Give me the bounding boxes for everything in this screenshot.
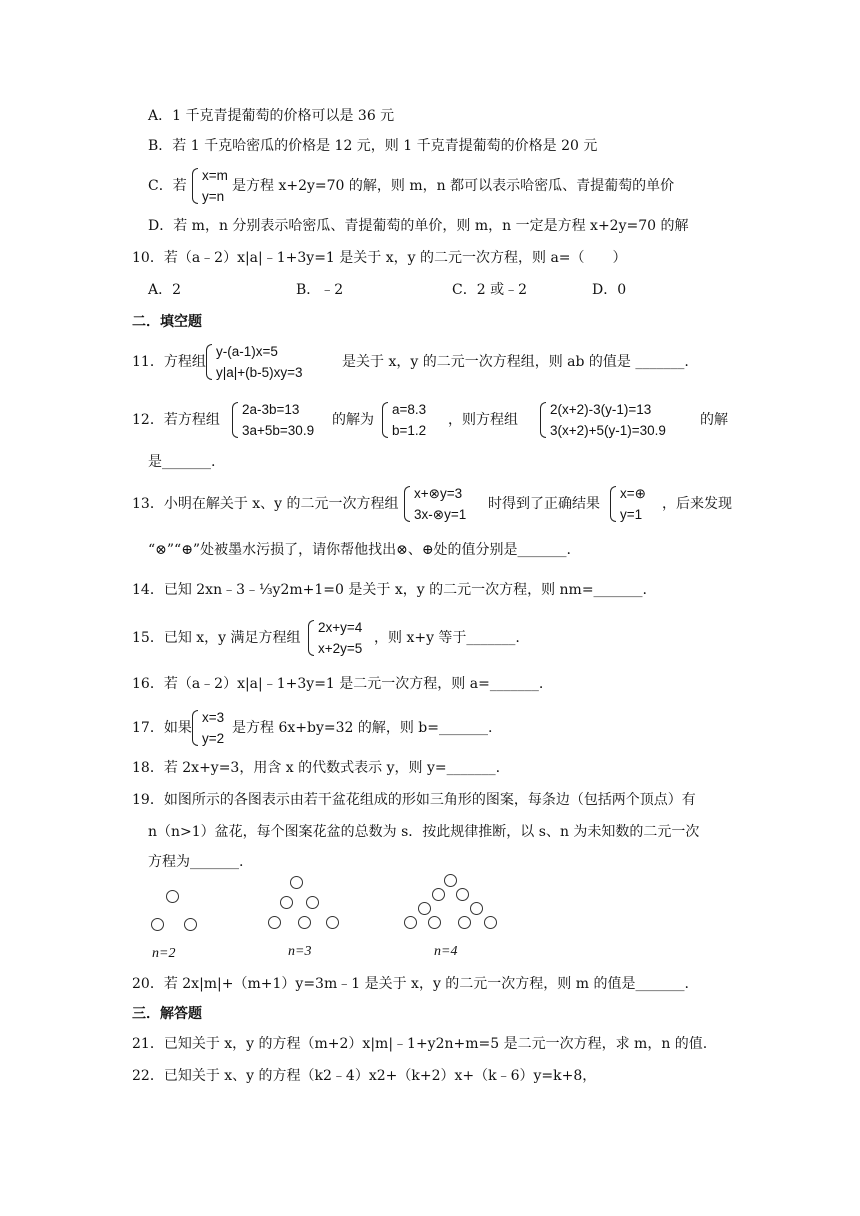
equation: x=3 [202, 710, 225, 725]
flower-pot [432, 888, 445, 901]
q9-option-b: B．若 1 千克哈密瓜的价格是 12 元，则 1 千克青提葡萄的价格是 20 元 [148, 138, 598, 154]
q20: 20．若 2x|m|+（m+1）y=3m﹣1 是关于 x，y 的二元一次方程，则 m 的值是_______. [132, 976, 689, 992]
q9-option-d: D．若 m，n 分别表示哈密瓜、青提葡萄的单价，则 m，n 一定是方程 x+2y=70 的解 [148, 218, 689, 234]
q12-line2: 是_______. [148, 454, 216, 470]
equation: 2a-3b=13 [242, 402, 300, 417]
q11-system [206, 341, 303, 383]
equation: x+2y=5 [318, 641, 363, 656]
q15-suffix: ，则 x+y 等于_______. [374, 630, 520, 646]
q13-system-2 [610, 483, 646, 525]
section-solve: 三．解答题 [132, 1006, 202, 1022]
flower-pot [306, 896, 319, 909]
figure-label-n2: n=2 [152, 946, 176, 961]
q11-suffix: 是关于 x，y 的二元一次方程组，则 ab 的值是 _______. [342, 354, 689, 370]
q10-stem: 10．若（a﹣2）x|a|﹣1+3y=1 是关于 x，y 的二元一次方程，则 a=（ ） [132, 250, 627, 266]
q22: 22．已知关于 x、y 的方程（k2﹣4）x2+（k+2）x+（k﹣6）y=k+8， [132, 1068, 597, 1084]
q19-line2: n（n>1）盆花，每个图案花盆的总数为 s．按此规律推断，以 s、n 为未知数的二元一次 [148, 824, 700, 840]
equation: y=2 [202, 731, 225, 746]
q12-system-3 [540, 399, 666, 441]
flower-pot [268, 916, 281, 929]
equation: x=⊕ [620, 486, 646, 501]
q17-suffix: 是方程 6x+by=32 的解，则 b=_______. [232, 720, 493, 736]
q18: 18．若 2x+y=3，用含 x 的代数式表示 y，则 y=_______. [132, 760, 501, 776]
flower-pot [470, 902, 483, 915]
flower-pot [404, 916, 417, 929]
q9-option-a: A．1 千克青提葡萄的价格可以是 36 元 [148, 108, 395, 124]
q19-line1: 19．如图所示的各图表示由若干盆花组成的形如三角形的图案，每条边（包括两个顶点）有 [132, 792, 696, 808]
flower-pot [280, 896, 293, 909]
q13-suffix: ，后来发现 [662, 496, 732, 512]
q12-system-1 [232, 399, 314, 441]
equation: y=n [202, 189, 225, 204]
equation: y|a|+(b-5)xy=3 [216, 365, 303, 380]
equation: y-(a-1)x=5 [216, 344, 278, 359]
flower-pot [458, 916, 471, 929]
flower-pot [326, 916, 339, 929]
q10-option-c: C．2 或﹣2 [452, 282, 527, 298]
q12-suffix: 的解 [700, 412, 728, 428]
equation: a=8.3 [392, 402, 427, 417]
flower-pot [166, 890, 179, 903]
q21: 21．已知关于 x，y 的方程（m+2）x|m|﹣1+y2n+m=5 是二元一次方程，求 m，n 的值. [132, 1036, 708, 1052]
q19-line3: 方程为_______. [148, 854, 244, 870]
equation: 2(x+2)-3(y-1)=13 [550, 402, 652, 417]
equation: y=1 [620, 507, 643, 522]
q17-prefix: 17．如果 [132, 720, 192, 736]
q15-prefix: 15．已知 x，y 满足方程组 [132, 630, 301, 646]
flower-pot [184, 918, 197, 931]
q16: 16．若（a﹣2）x|a|﹣1+3y=1 是二元一次方程，则 a=_______. [132, 676, 544, 692]
equation: x+⊗y=3 [414, 486, 463, 501]
flower-pot [484, 916, 497, 929]
q13-system-1 [404, 483, 466, 525]
q13-line2: “⊗”“⊕”处被墨水污损了，请你帮他找出⊗、⊕处的值分别是_______. [148, 542, 571, 558]
q12-system-2 [382, 399, 426, 441]
q15-system [308, 617, 362, 659]
q13-mid: 时得到了正确结果 [488, 496, 600, 512]
equation: 3x-⊗y=1 [414, 507, 467, 522]
q13-prefix: 13．小明在解关于 x、y 的二元一次方程组 [132, 496, 399, 512]
flower-pot [428, 916, 441, 929]
q12-mid2: ，则方程组 [448, 412, 518, 428]
section-fill-in: 二．填空题 [132, 314, 202, 330]
q10-option-d: D．0 [592, 282, 627, 298]
equation: x=m [202, 168, 228, 183]
q17-system [192, 707, 224, 749]
q10-option-b: B．﹣2 [296, 282, 344, 298]
equation: 2x+y=4 [318, 620, 363, 635]
figure-label-n4: n=4 [434, 944, 458, 959]
flower-pot [444, 874, 457, 887]
flower-pot [290, 876, 303, 889]
q9-option-c-suffix: 是方程 x+2y=70 的解，则 m，n 都可以表示哈密瓜、青提葡萄的单价 [232, 178, 675, 194]
flower-pot [298, 916, 311, 929]
equation: 3a+5b=30.9 [242, 423, 315, 438]
q11-prefix: 11．方程组 [132, 354, 206, 370]
q9-option-c-system [192, 165, 228, 207]
flower-pot [456, 888, 469, 901]
q12-mid: 的解为 [332, 412, 374, 428]
q10-option-a: A．2 [148, 282, 182, 298]
q14: 14．已知 2xn﹣3﹣⅓y2m+1=0 是关于 x，y 的二元一次方程，则 nm=_______. [132, 582, 648, 598]
figure-label-n3: n=3 [288, 944, 312, 959]
q12-prefix: 12．若方程组 [132, 412, 220, 428]
equation: 3(x+2)+5(y-1)=30.9 [550, 423, 666, 438]
q9-option-c-prefix: C．若 [148, 178, 187, 194]
equation: b=1.2 [392, 423, 427, 438]
flower-pot [418, 902, 431, 915]
flower-pot [151, 918, 164, 931]
